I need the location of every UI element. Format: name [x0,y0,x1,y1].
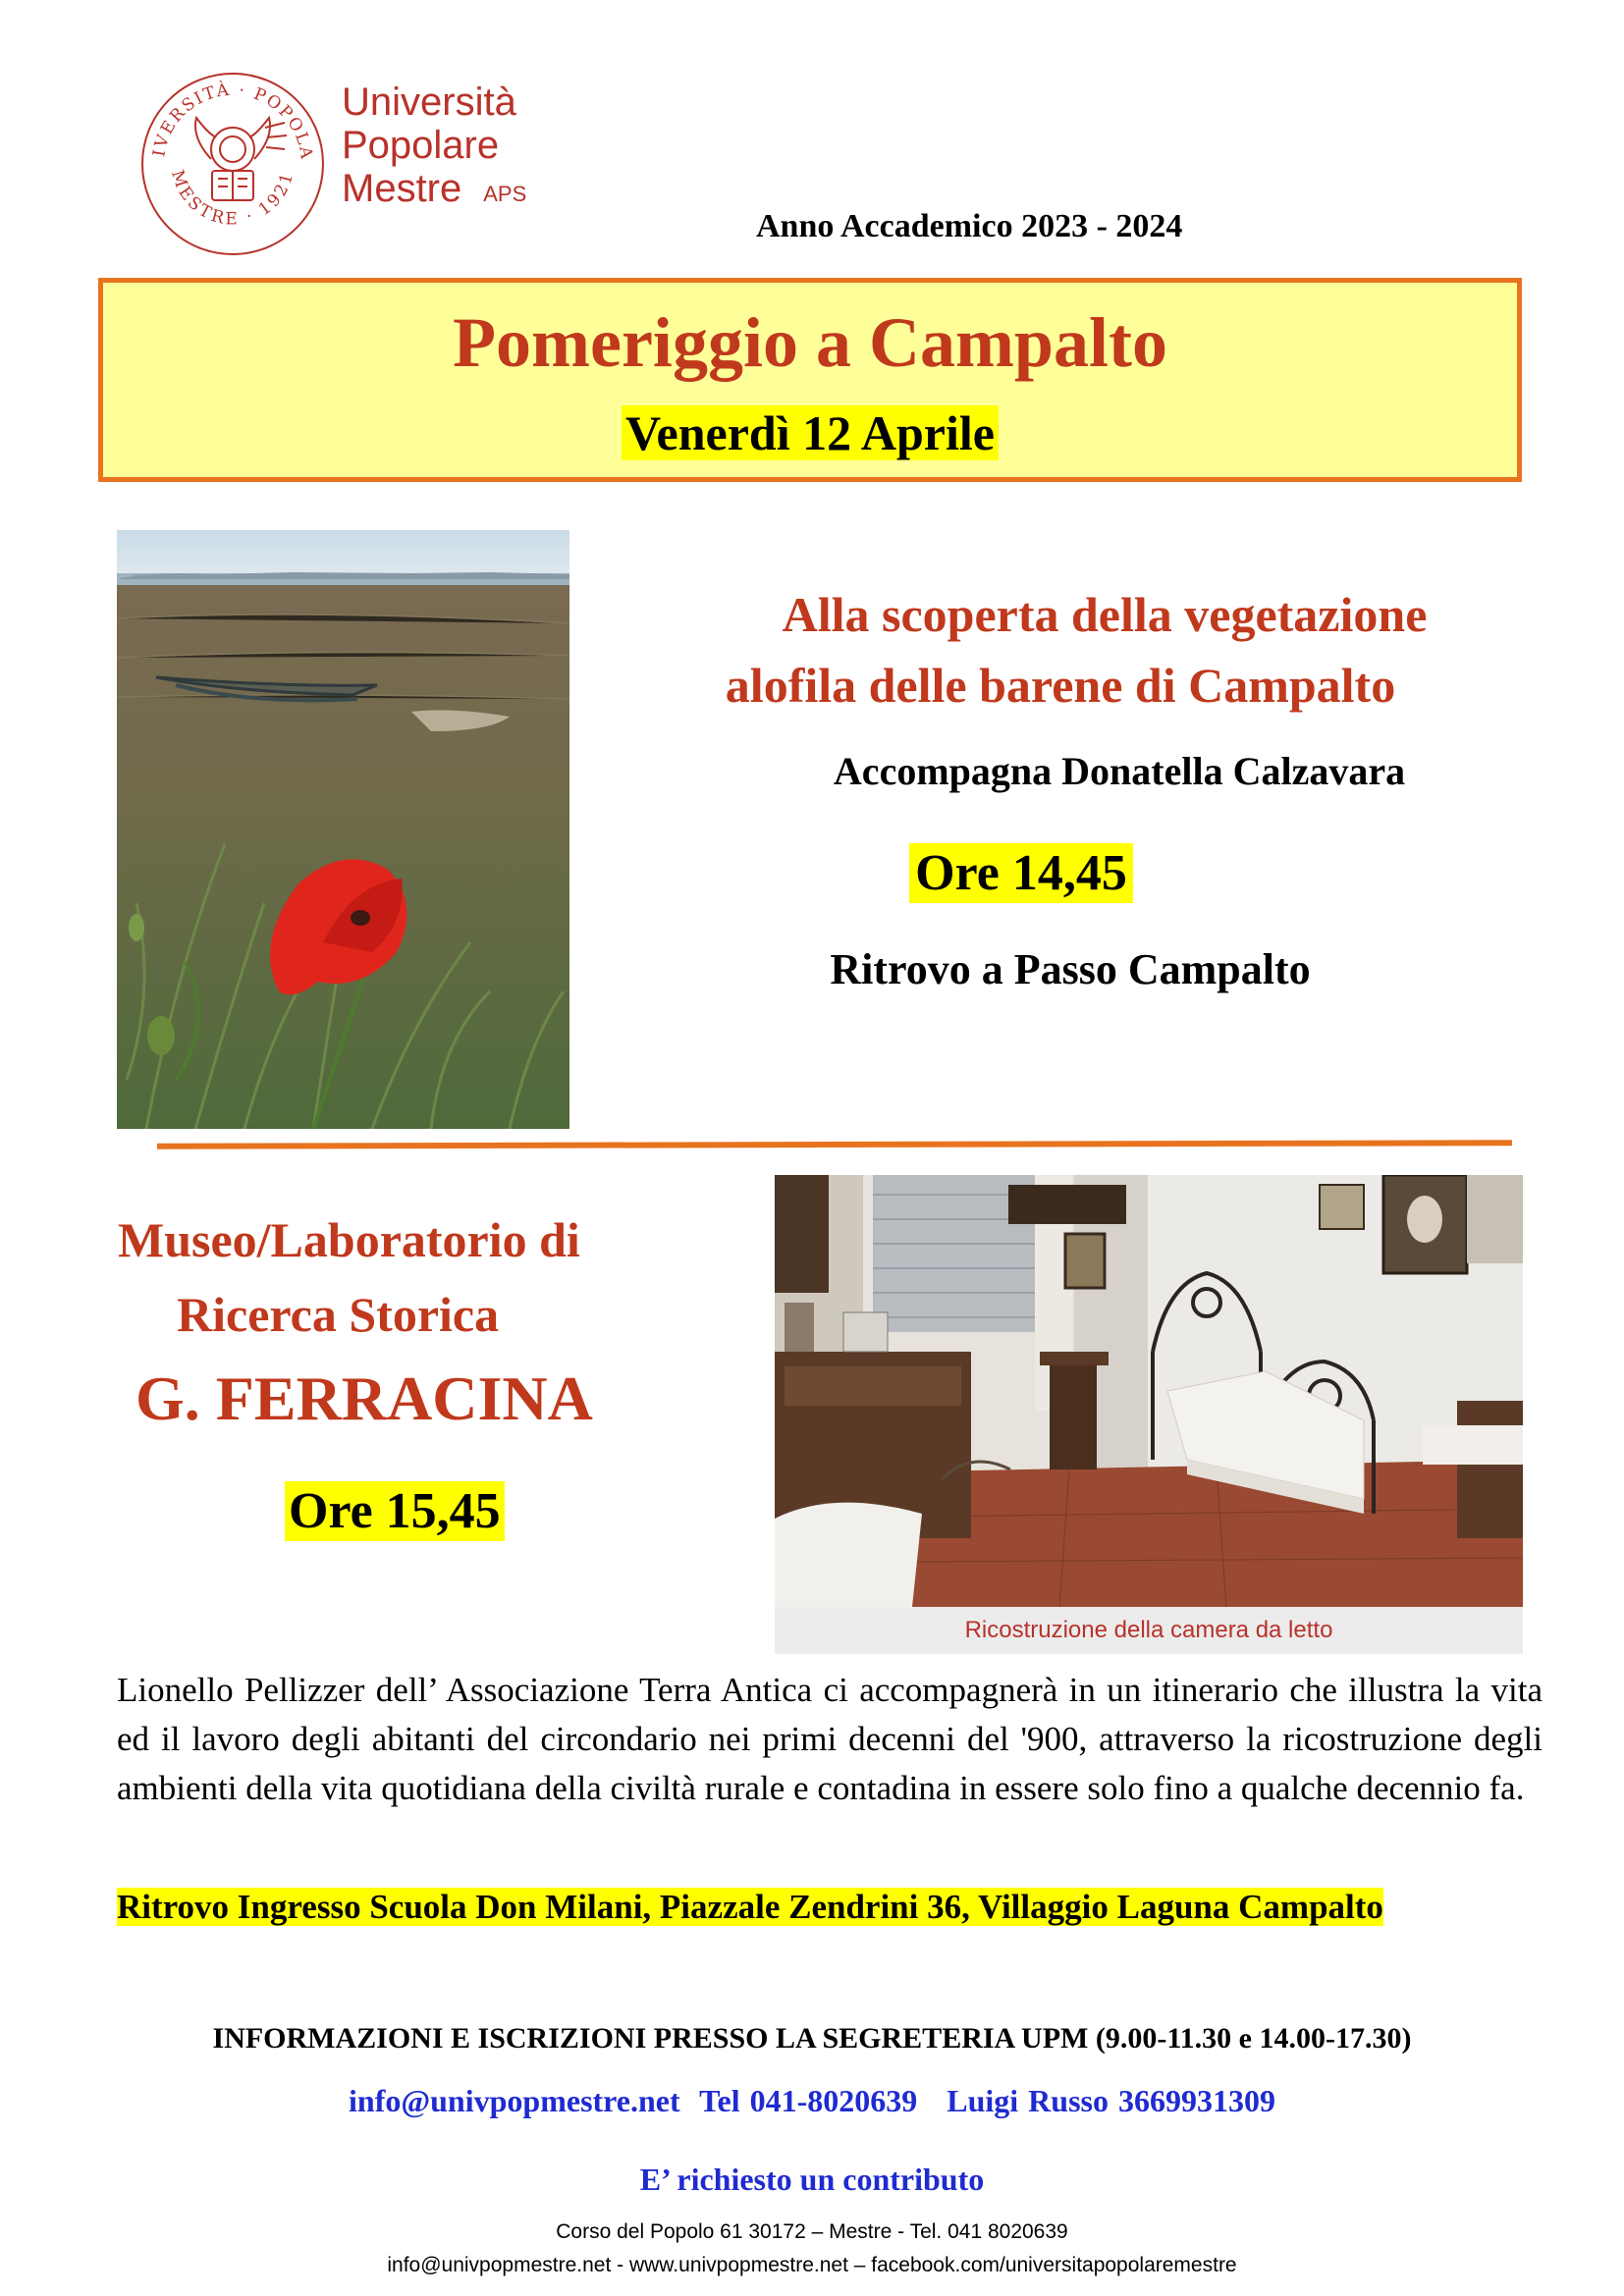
footer-links: info@univpopmestre.net - www.univpopmestre.net – facebook.com/universitapopolaremestre [387,2254,1237,2276]
photo-caption-bar [775,1607,1523,1654]
academic-year: Anno Accademico 2023 - 2024 [756,208,1183,244]
contribution-note: E’ richiesto un contributo [639,2162,985,2197]
walk-title-line-2: alofila delle barene di Campalto [725,658,1396,713]
bedroom-reconstruction-photo [775,1175,1523,1607]
museum-time: Ore 15,45 [285,1481,505,1541]
section-divider [157,1140,1512,1149]
walk-title [589,579,1571,721]
logo-line-3-text: Mestre [342,167,462,210]
logo-line-1: Università [342,80,516,124]
walk-time-line [628,844,1414,902]
photo-caption: Ricostruzione della camera da letto [964,1617,1333,1643]
logo-suffix: APS [483,182,527,206]
svg-text:MESTRE · 1921: MESTRE · 1921 [167,167,298,230]
info-registration-line: INFORMAZIONI E ISCRIZIONI PRESSO LA SEGRETERIA UPM (9.00-11.30 e 14.00-17.30) [212,2022,1412,2055]
walk-meeting-point: Ritrovo a Passo Campalto [830,945,1311,993]
museum-name: G. FERRACINA [135,1363,593,1433]
museum-time-line [285,1482,505,1540]
logo-line-3 [342,167,526,216]
museum-heading [118,1202,580,1352]
event-date-line [103,404,1517,461]
meeting-point-text: Ritrovo Ingresso Scuola Don Milani, Piazzale Zendrini 36, Villaggio Laguna Campalto [117,1888,1383,1926]
event-description: Lionello Pellizzer dell’ Associazione Terra Antica ci accompagnerà in un itinerario che illustra la vita ed il lavoro degli abitanti del circondario nei primi decenni del '900, attraverso la ricostruzione degli ambienti della vita quotidiana della civiltà rurale e contadina in essere solo fino a qualche decennio fa. [117,1671,1543,1807]
event-date: Venerdì 12 Aprile [622,405,999,460]
museum-line-1: Museo/Laboratorio di [118,1212,580,1267]
title-box [98,278,1522,482]
walk-guide: Accompagna Donatella Calzavara [833,749,1406,793]
logo-line-2: Popolare [342,124,500,167]
contact-line: info@univpopmestre.net Tel 041-8020639 Luigi Russo 3669931309 [349,2083,1275,2118]
university-logo-wordmark [342,80,526,216]
museum-line-2: Ricerca Storica [177,1287,500,1342]
meeting-point-paragraph [117,1882,1543,1933]
walk-title-line-1: Alla scoperta della vegetazione [782,587,1428,642]
university-seal-logo [137,69,329,260]
marsh-poppy-photo [117,530,569,1129]
event-title: Pomeriggio a Campalto [453,303,1167,382]
svg-text:UNIVERSITÀ · POPOLARE: IVERSITÀ · POPOLA [149,80,317,162]
footer-address: Corso del Popolo 61 30172 – Mestre - Tel. 041 8020639 [556,2220,1068,2243]
walk-time: Ore 14,45 [909,843,1133,903]
